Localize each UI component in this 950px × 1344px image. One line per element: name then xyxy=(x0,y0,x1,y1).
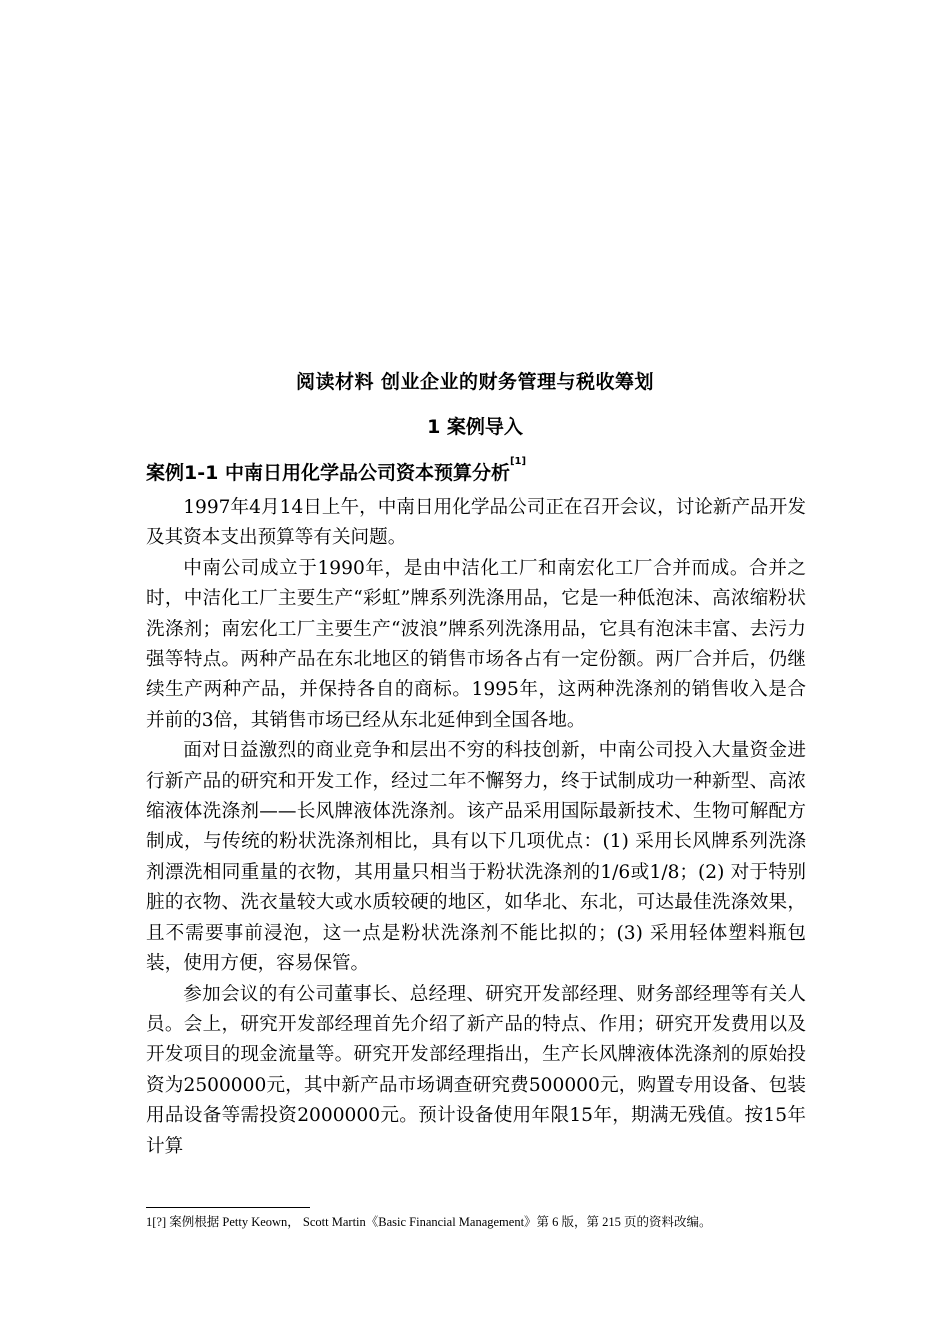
paragraph: 1997年4月14日上午，中南日用化学品公司正在召开会议，讨论新产品开发及其资本支出预算等有关问题。 xyxy=(146,497,806,549)
case-heading-text: 案例1-1 中南日用化学品公司资本预算分析 xyxy=(146,462,510,484)
paragraph: 面对日益激烈的商业竞争和层出不穷的科技创新，中南公司投入大量资金进行新产品的研究和开发工作，经过二年不懈努力，终于试制成功一种新型、高浓缩液体洗涤剂——长风牌液体洗涤剂。该产品采用国际最新技术、生物可解配方制成，与传统的粉状洗涤剂相比，具有以下几项优点：(1) 采用长风牌系列洗涤剂漂洗相同重量的衣物，其用量只相当于粉状洗涤剂的1/6或1/8；(2) 对于特别脏的衣物、洗衣量较大或水质较硬的地区，如华北、东北，可达最佳洗涤效果，且不需要事前浸泡，这一点是粉状洗涤剂不能比拟的；(3) 采用轻体塑料瓶包装，使用方便，容易保管。 xyxy=(146,740,806,975)
case-heading xyxy=(146,458,806,485)
body-text xyxy=(146,493,806,1162)
section-heading: 1 案例导入 xyxy=(427,416,523,438)
footnote-reference[interactable]: [1] xyxy=(509,456,527,467)
paragraph: 参加会议的有公司董事长、总经理、研究开发部经理、财务部经理等有关人员。会上，研究开发部经理首先介绍了新产品的特点、作用；研究开发费用以及开发项目的现金流量等。研究开发部经理指出，生产长风牌液体洗涤剂的原始投资为2500000元，其中新产品市场调查研究费500000元，购置专用设备、包装用品设备等需投资2000000元。预计设备使用年限15年，期满无残值。按15年计算 xyxy=(146,983,806,1157)
paragraph: 中南公司成立于1990年，是由中洁化工厂和南宏化工厂合并而成。合并之时，中洁化工厂主要生产“彩虹”牌系列洗涤用品，它是一种低泡沫、高浓缩粉状洗涤剂；南宏化工厂主要生产“波浪”牌系列洗涤用品，它具有泡沫丰富、去污力强等特点。两种产品在东北地区的销售市场各占有一定份额。两厂合并后，仍继续生产两种产品，并保持各自的商标。1995年，这两种洗涤剂的销售收入是合并前的3倍，其销售市场已经从东北延伸到全国各地。 xyxy=(146,557,806,731)
footnote: 1[?] 案例根据 Petty Keown， Scott Martin《Basic Financial Management》第 6 版，第 215 页的资料改编。 xyxy=(146,1215,712,1229)
footnote-divider xyxy=(146,1207,310,1208)
document-title: 阅读材料 创业企业的财务管理与税收筹划 xyxy=(295,371,655,393)
